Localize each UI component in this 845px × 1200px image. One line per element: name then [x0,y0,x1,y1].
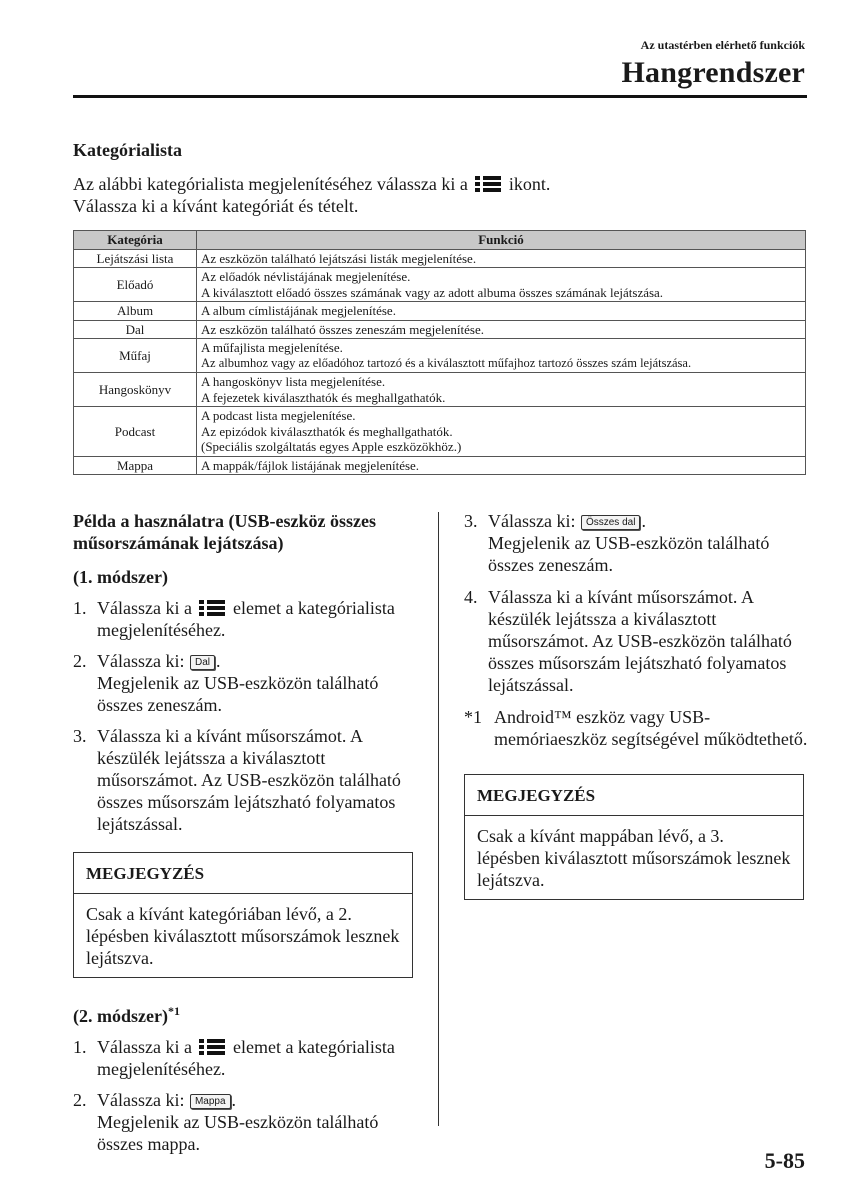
table-row [74,249,806,268]
category-cell: Dal [74,320,197,339]
category-list-intro [73,173,793,217]
method2-title-text: (2. módszer) [73,1006,168,1026]
category-cell: Album [74,302,197,321]
step-text-pre: Válassza ki a [97,598,192,618]
intro-text-line2: Válassza ki a kívánt kategóriát és tételt. [73,196,359,216]
function-line: A mappák/fájlok listájának megjelenítése. [201,457,420,473]
step-description: Megjelenik az USB-eszközön található összes zeneszám. [488,533,770,575]
left-column [73,510,418,1155]
step-text-pre: Válassza ki: [97,651,185,671]
table-row [74,339,806,373]
list-menu-icon [199,600,225,616]
note-title: MEGJEGYZÉS [74,853,412,894]
step-description: Megjelenik az USB-eszközön található összes zeneszám. [97,673,379,715]
function-line: A műfajlista megjelenítése. [201,340,343,355]
function-line: A fejezetek kiválaszthatók és meghallgathatók. [201,389,446,405]
category-cell: Hangoskönyv [74,373,197,407]
step-number: 1. [73,598,87,618]
method2-step-4 [464,586,809,696]
method1-title: (1. módszer) [73,567,168,587]
list-menu-icon [475,176,501,192]
footnote [464,706,809,750]
list-menu-icon [199,1039,225,1055]
table-row [74,302,806,321]
column-divider [438,512,439,1126]
function-line: Az albumhoz vagy az előadóhoz tartozó és a kiválasztott műfajhoz tartozó összes szám lejátszása. [201,355,692,370]
note-title: MEGJEGYZÉS [465,775,803,816]
function-line: Az epizódok kiválaszthatók és meghallgathatók. [201,423,453,439]
step-text-post: elemet a kategórialista megjelenítéséhez. [97,598,395,640]
table-row [74,320,806,339]
method2-step-3 [464,510,809,576]
step-description: Megjelenik az USB-eszközön található összes mappa. [97,1112,379,1154]
function-line: A hangoskönyv lista megjelenítése. [201,374,386,389]
step-text: Válassza ki a kívánt műsorszámot. A készülék lejátssza a kiválasztott műsorszámot. Az USB-eszközön található összes műsorszám lejátszható folyamatos lejátszással. [488,587,792,695]
function-line: Az eszközön található lejátszási listák megjelenítése. [201,250,477,266]
table-header-row [74,231,806,250]
page-title: Hangrendszer [621,56,805,89]
footnote-ref: *1 [167,1004,180,1018]
function-line: Az előadók névlistájának megjelenítése. [201,269,411,284]
step-number: 3. [464,511,478,531]
function-cell [197,456,806,475]
method2-title [73,1000,418,1027]
category-cell: Podcast [74,407,197,457]
intro-text-pre: Az alábbi kategórialista megjelenítéséhez válassza ki a [73,174,468,194]
page-number: 5-85 [764,1148,805,1173]
column-header-function: Funkció [197,231,806,250]
step-number: 1. [73,1037,87,1057]
note-box-1 [73,852,413,978]
step-number: 4. [464,587,478,607]
note-box-2 [464,774,804,900]
step-number: 2. [73,1090,87,1110]
note-text: Csak a kívánt kategóriában lévő, a 2. lépésben kiválasztott műsorszámok lesznek lejátszva. [86,904,400,968]
step-text: Válassza ki a kívánt műsorszámot. A készülék lejátssza a kiválasztott műsorszámot. Az USB-eszközön található összes műsorszám lejátszható folyamatos lejátszással. [97,726,401,834]
step-text-post: . [231,1090,237,1110]
function-line: Az eszközön található összes zeneszám megjelenítése. [201,321,484,337]
step-text-pre: Válassza ki a [97,1037,192,1057]
function-cell [197,407,806,457]
step-number: 2. [73,651,87,671]
right-column [464,510,809,900]
category-cell: Előadó [74,268,197,302]
category-cell: Lejátszási lista [74,249,197,268]
category-cell: Műfaj [74,339,197,373]
table-row [74,373,806,407]
example-title: Példa a használatra (USB-eszköz összes műsorszámának lejátszása) [73,511,376,553]
footnote-text: Android™ eszköz vagy USB-memóriaeszköz segítségével működtethető. [494,707,808,749]
function-cell [197,339,806,373]
function-cell [197,268,806,302]
function-line: A album címlistájának megjelenítése. [201,303,396,318]
method2-step-2 [73,1089,418,1155]
category-cell: Mappa [74,456,197,475]
step-text-pre: Válassza ki: [488,511,576,531]
category-table [73,230,806,475]
step-text-post: . [641,511,646,531]
function-line: (Speciális szolgáltatás egyes Apple eszközökhöz.) [201,439,462,454]
table-row [74,456,806,475]
header-rule [73,95,807,98]
step-number: 3. [73,726,87,746]
footnote-mark: *1 [464,707,482,727]
table-row [74,407,806,457]
step-text-post: . [215,651,221,671]
section-header: Az utastérben elérhető funkciók [640,38,805,52]
function-cell [197,373,806,407]
mappa-button[interactable]: Mappa [190,1094,231,1109]
step-text-pre: Válassza ki: [97,1090,185,1110]
method1-step-1 [73,597,418,641]
function-cell [197,302,806,321]
function-line: A kiválasztott előadó összes számának vagy az adott albuma összes számának lejátszása. [201,284,664,300]
table-row [74,268,806,302]
step-text-post: elemet a kategórialista megjelenítéséhez. [97,1037,395,1079]
method1-step-3 [73,725,418,835]
note-text: Csak a kívánt mappában lévő, a 3. lépésben kiválasztott műsorszámok lesznek lejátszva. [477,826,791,890]
method2-step-1 [73,1036,418,1080]
function-cell [197,249,806,268]
method1-step-2 [73,650,418,716]
function-line: A podcast lista megjelenítése. [201,408,356,423]
function-cell [197,320,806,339]
osszes-dal-button[interactable]: Összes dal [581,515,640,530]
column-header-category: Kategória [74,231,197,250]
intro-text-post: ikont. [508,174,551,194]
dal-button[interactable]: Dal [190,655,215,670]
category-list-heading: Kategórialista [73,140,182,160]
